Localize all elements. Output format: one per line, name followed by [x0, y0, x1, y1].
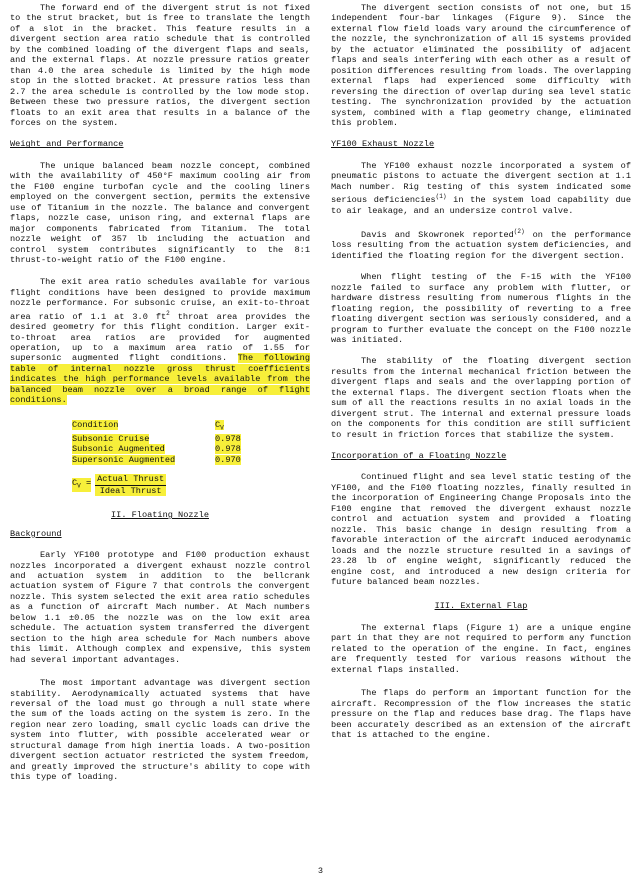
heading-incorporation: Incorporation of a Floating Nozzle	[331, 451, 507, 462]
table-header: Condition $C_V$	[72, 419, 224, 432]
heading-yf100-exhaust-nozzle: YF100 Exhaust Nozzle	[331, 139, 435, 150]
paragraph-advantage: The most important advantage was divergent section stability. Aerodynamically actuated systems that have reversal of the load must go through a null state where the sum of the loads acting on the system is zero. In the region near zero loading, small cyclic loads can drive the system into flutter, with possible accelerated wear or structural damage from high inertia loads. A two-position divergent section actuator restricted the system freedom, and greatly improved the structure's ability to cope with this type of loading.	[10, 678, 310, 783]
paragraph-f15-testing: When flight testing of the F-15 with the YF100 nozzle failed to surface any problem with flutter, or hardware distress resulting from numerous flights in the floating region, the possibility of reverting to a free floating divergent section was seriously considered, and a program to further evaluate the concept on the F100 nozzle was initiated.	[331, 272, 631, 345]
thrust-coefficient-table	[72, 420, 310, 466]
page-number: 3	[317, 866, 324, 876]
paragraph-stability: The stability of the floating divergent section results from the internal mechanical friction between the divergent flaps and seals and the overlapping portion of the external flaps. The divergent section floats when the sum of all the reactions results in no axial loads in the divergent strut. The internal and external pressure loads on the components for this condition are still sufficient to result in friction forces that stabilize the system.	[331, 356, 631, 440]
paragraph-divergent-section: The divergent section consists of not one, but 15 independent four-bar linkages (Figure 9). Since the external flow field loads vary around the circumference of the nozzle, the synchronization of all 15 systems provided by the actuator eliminated the possibility of adjacent flaps and seals interfering with each other as a result of position differences resulting from loads. The overlapping external flaps had experienced some difficulty with reversing the direction of overlap during sea level static testing. The synchronization provided by the actuation system, combined with a flap geometry change, eliminated this problem.	[331, 3, 631, 128]
heading-background: Background	[10, 528, 62, 539]
paragraph-exit-area: The exit area ratio schedules available for various flight conditions have been designed to provide maximum nozzle performance. For subsonic cruise, an exit-to-throat area ratio of 1.1 at 3.0 $ft^2$ throat area provides the desired geometry for this flight condition. Larger exit-to-throat area ratios are provided for augmented operation, up to a maximum area ratio of 1.55 for supersonic augmented flight conditions. The following table of internal nozzle gross thrust coefficients indicates the high performance levels available from the balanced beam nozzle over a broad range of flight conditions.	[10, 277, 310, 406]
highlighted-text: The following table of internal nozzle gross thrust coefficients indicates the high performance levels available from the balanced beam nozzle over a broad range of flight conditions.	[10, 353, 310, 406]
paragraph-davis: Davis and Skowronek reported$^{(2)}$ on the performance loss resulting from the actuation system deficiencies, and identified the floating region for the divergent section.	[331, 228, 631, 261]
paragraph-background: Early YF100 prototype and F100 production exhaust nozzles incorporated a divergent exhaust nozzle control and actuation system in addition to the bellcrank actuation system of Figure 7 that controls the convergent nozzle. This system selected the exit area ratio schedules as a function of aircraft Mach number. At Mach numbers below 1.1 ±0.05 the nozzle was on the low exit area schedule. The actuation system transferred the divergent section to the high area schedule for Mach numbers above this limit. Although complex and expensive, this system had several important advantages.	[10, 550, 310, 665]
thrust-coefficient-formula: $C_V$ = $\frac{\text{Actual Thrust}}{\text{Ideal Thrust}}$	[72, 474, 165, 496]
heading-floating-nozzle: II. Floating Nozzle	[111, 510, 209, 521]
table-row: Subsonic Augmented 0.978	[72, 444, 241, 455]
heading-external-flap: III. External Flap	[434, 601, 528, 612]
paragraph-strut: The forward end of the divergent strut is not fixed to the strut bracket, but is free to translate the length of a slot in the bracket. This feature results in a divergent section area ratio schedule that is controlled by the combined loading of the divergent flaps and seals, and the external flaps. At nozzle pressure ratios greater than 4.0 the area schedule is limited by the high mode stop in the slotted bracket. At pressure ratios less than 2.7 the area schedule is controlled by the low mode stop. Between these two pressure ratios, the divergent section floats to an exit area that results in a balance of the forces on the system.	[10, 3, 310, 128]
left-column	[10, 0, 310, 783]
paragraph-weight: The unique balanced beam nozzle concept, combined with the availability of 450°F maximum cooling air from the F100 engine turbofan cycle and the cooling liners employed on the convergent section, permits the extensive use of Titanium in the nozzle. The balance and convergent flaps, nozzle case, unison ring, and external flaps are major components fabricated from Titanium. The total nozzle weight of 357 lb including the actuation and control system contributes significantly to the 8:1 thrust-to-weight ratio of the F100 engine.	[10, 160, 310, 265]
table-row: Supersonic Augmented 0.970	[72, 454, 241, 465]
heading-weight-performance: Weight and Performance	[10, 139, 124, 150]
paragraph-incorporation: Continued flight and sea level static testing of the YF100, and the F100 floating nozzles, finally resulted in the incorporation of Engineering Change Proposals into the F100 engine that removed the divergent exhaust nozzle control and actuation system and provided a floating nozzle. This basic change in design resulting from a favorable interaction of the aircraft induced aerodynamic loads and the nozzle structure resulted in a savings of 23.28 lb of engine weight, significantly reduced the engine cost, and introduced a new design criteria for future balanced beam nozzles.	[331, 472, 631, 588]
paragraph-flaps-function: The flaps do perform an important function for the aircraft. Recompression of the flow increases the static pressure on the flap and reduces base drag. The flaps have been accurately described as an extension of the aircraft that is attached to the engine.	[331, 688, 631, 740]
right-column	[331, 0, 631, 740]
paragraph-yf100: The YF100 exhaust nozzle incorporated a system of pneumatic pistons to actuate the divergent section at 1.1 Mach number. Rig testing of this system indicated some serious deficiencies$^{(1)}$ in the system load capability due to air leakage, and an undersize control valve.	[331, 160, 631, 216]
table-row: Subsonic Cruise 0.978	[72, 433, 241, 444]
paragraph-external-flaps: The external flaps (Figure 1) are a unique engine part in that they are not required to perform any function related to the operation of the engine. In fact, engines are frequently tested for various reasons without the external flaps installed.	[331, 622, 631, 675]
